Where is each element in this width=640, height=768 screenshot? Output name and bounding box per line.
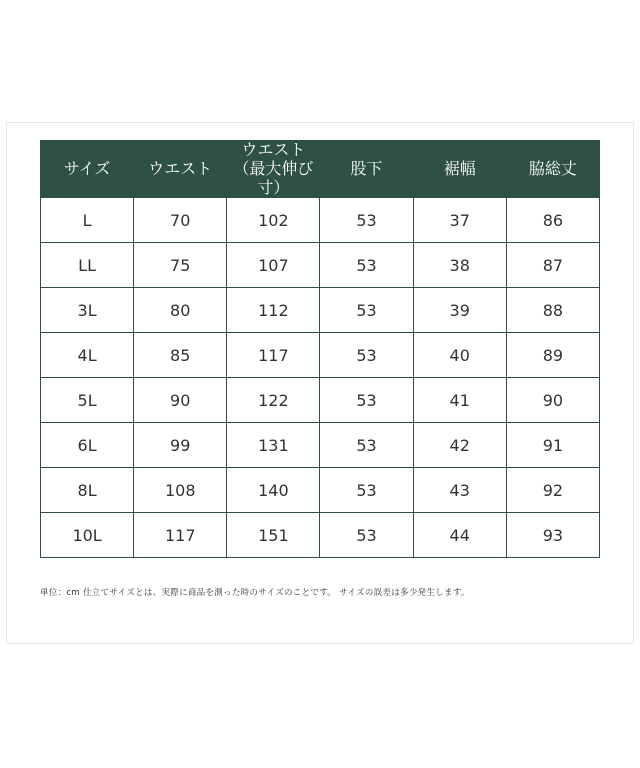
table-cell: 151 [227,513,320,558]
table-cell: 53 [320,198,413,243]
table-row [41,333,600,378]
table-cell: 5L [41,378,134,423]
header-inseam: 股下 [320,140,413,198]
header-side-length: 脇総丈 [506,140,599,198]
table-cell: 108 [134,468,227,513]
header-waist: ウエスト [134,140,227,198]
table-cell: 6L [41,423,134,468]
table-cell: 107 [227,243,320,288]
size-table [40,140,600,558]
header-hem-width: 裾幅 [413,140,506,198]
table-row [41,423,600,468]
table-cell: 38 [413,243,506,288]
table-cell: LL [41,243,134,288]
table-cell: 53 [320,468,413,513]
table-cell: 122 [227,378,320,423]
table-cell: 88 [506,288,599,333]
table-cell: 39 [413,288,506,333]
table-cell: 91 [506,423,599,468]
table-cell: 53 [320,333,413,378]
table-cell: 92 [506,468,599,513]
table-cell: 53 [320,378,413,423]
table-cell: 3L [41,288,134,333]
table-header [41,140,600,198]
size-note: 単位：cm 仕立てサイズとは、実際に商品を測った時のサイズのことです。 サイズの誤差は多少発生します。 [40,588,470,598]
table-cell: 102 [227,198,320,243]
table-cell: 87 [506,243,599,288]
table-row [41,513,600,558]
table-row [41,468,600,513]
table-cell: 43 [413,468,506,513]
table-cell: 90 [506,378,599,423]
table-cell: 8L [41,468,134,513]
table-cell: 44 [413,513,506,558]
table-cell: 140 [227,468,320,513]
table-body [41,198,600,558]
table-cell: 53 [320,423,413,468]
table-cell: 86 [506,198,599,243]
header-waist-max: ウエスト（最大伸び寸） [227,140,320,198]
table-cell: 40 [413,333,506,378]
table-cell: 117 [227,333,320,378]
table-row [41,243,600,288]
table-cell: 75 [134,243,227,288]
table-cell: 53 [320,243,413,288]
table-cell: 42 [413,423,506,468]
table-cell: 41 [413,378,506,423]
table-cell: 112 [227,288,320,333]
header-size: サイズ [41,140,134,198]
table-cell: 53 [320,513,413,558]
table-cell: 117 [134,513,227,558]
header-row [41,140,600,198]
table-cell: 85 [134,333,227,378]
table-cell: 80 [134,288,227,333]
table-row [41,198,600,243]
table-cell: 131 [227,423,320,468]
table-row [41,378,600,423]
table-cell: 99 [134,423,227,468]
table-cell: 4L [41,333,134,378]
table-cell: 89 [506,333,599,378]
table-cell: L [41,198,134,243]
table-cell: 10L [41,513,134,558]
table-cell: 70 [134,198,227,243]
table-cell: 93 [506,513,599,558]
table-row [41,288,600,333]
table-cell: 53 [320,288,413,333]
table-cell: 90 [134,378,227,423]
table-cell: 37 [413,198,506,243]
